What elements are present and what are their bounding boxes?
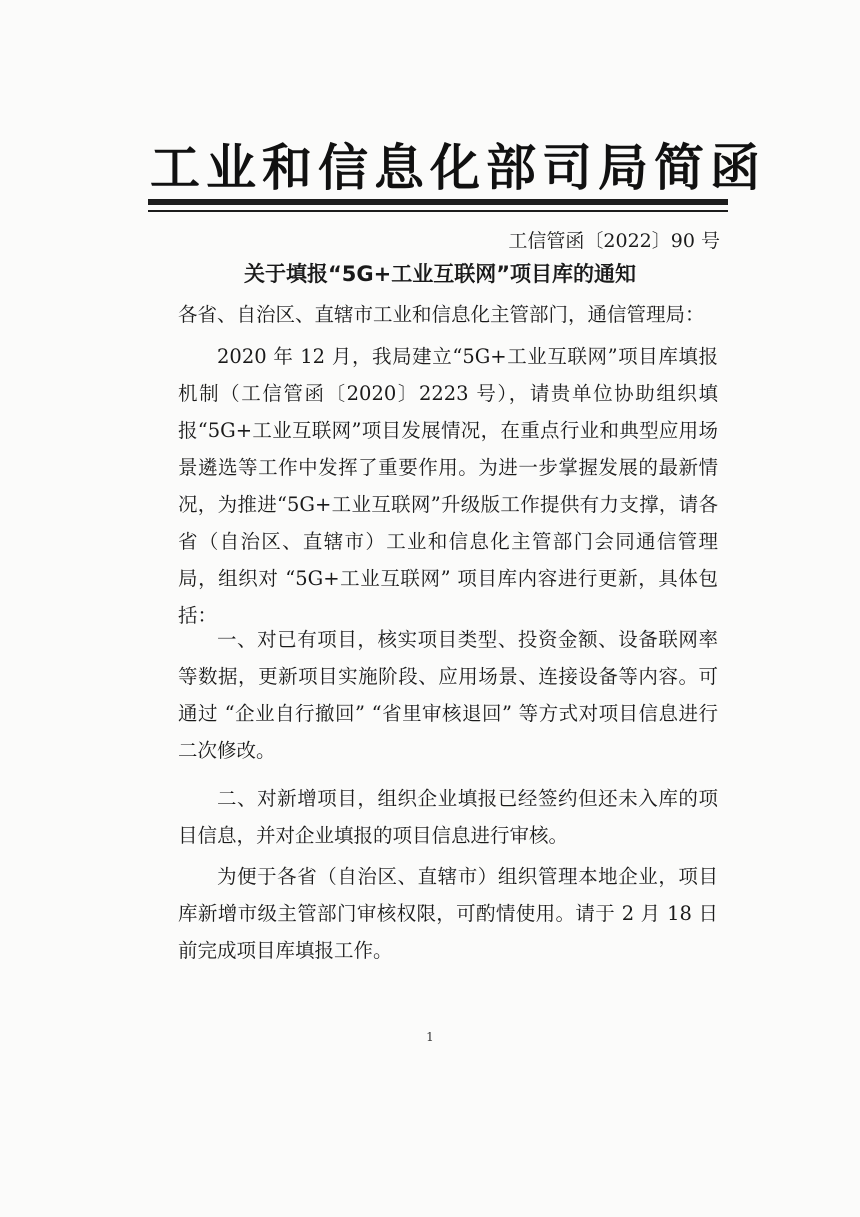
salutation: 各省、自治区、直辖市工业和信息化主管部门，通信管理局： [178, 303, 705, 326]
masthead-thick-rule [148, 199, 728, 205]
paragraph-background: 2020 年 12 月，我局建立“5G+工业互联网”项目库填报机制（工信管函〔2020〕2223 号），请贵单位协助组织填报“5G+工业互联网”项目发展情况，在重点行业和典型应用场景遴选等工作中发挥了重要作用。为进一步掌握发展的最新情况，为推进“5G+工业互联网”升级版工作提供有力支撑，请各省（自治区、直辖市）工业和信息化主管部门会同通信管理局，组织对 “5G+工业互联网” 项目库内容进行更新，具体包括： [178, 345, 718, 627]
masthead-thin-rule [148, 210, 728, 212]
paragraph-new-projects: 二、对新增项目，组织企业填报已经签约但还未入库的项目信息，并对企业填报的项目信息进行审核。 [178, 787, 718, 847]
paragraph-deadline: 为便于各省（自治区、直辖市）组织管理本地企业，项目库新增市级主管部门审核权限，可酌情使用。请于 2 月 18 日前完成项目库填报工作。 [178, 865, 718, 962]
page-number: 1 [426, 1030, 434, 1044]
document-number: 工信管函〔2022〕90 号 [508, 230, 720, 252]
notice-title: 关于填报“5G+工业互联网”项目库的通知 [243, 262, 637, 286]
masthead-title: 工业和信息化部司局简函 [150, 138, 766, 197]
paragraph-existing-projects: 一、对已有项目，核实项目类型、投资金额、设备联网率等数据，更新项目实施阶段、应用场景、连接设备等内容。可通过 “企业自行撤回” “省里审核退回” 等方式对项目信息进行二次修改。 [178, 628, 718, 762]
